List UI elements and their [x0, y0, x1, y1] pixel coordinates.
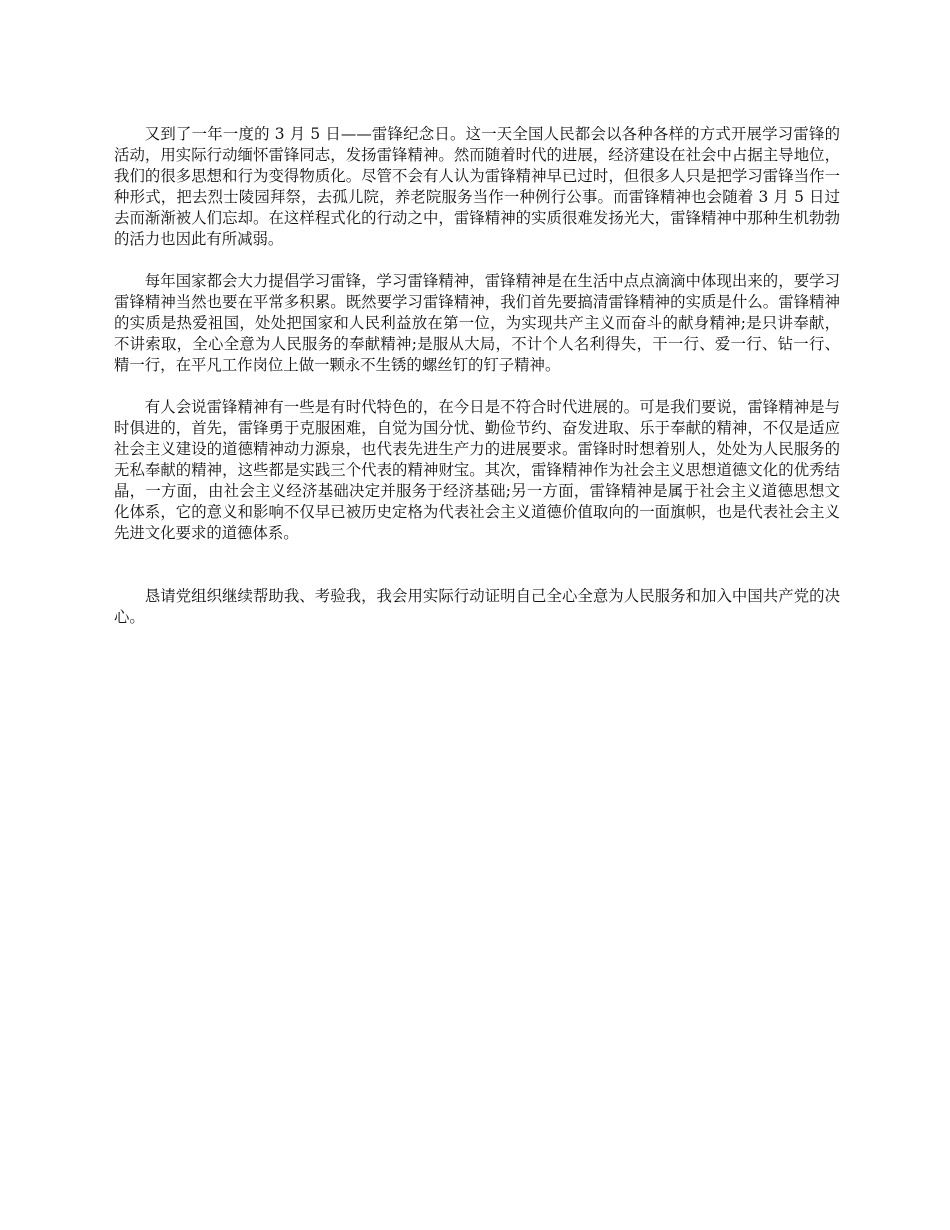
closing-paragraph: 恳请党组织继续帮助我、考验我，我会用实际行动证明自己全心全意为人民服务和加入中国共产党的决心。: [114, 587, 840, 626]
paragraph-3: 有人会说雷锋精神有一些是有时代特色的，在今日是不符合时代进展的。可是我们要说，雷锋精神是与时俱进的，首先，雷锋勇于克服困难，自觉为国分忧、勤俭节约、奋发进取、乐于奉献的精神，不仅是适应社会主义建设的道德精神动力源泉，也代表先进生产力的进展要求。雷锋时时想着别人，处处为人民服务的无私奉献的精神，这些都是实践三个代表的精神财宝。其次，雷锋精神作为社会主义思想道德文化的优秀结晶，一方面，由社会主义经济基础决定并服务于经济基础;另一方面，雷锋精神是属于社会主义道德思想文化体系，它的意义和影响不仅早已被历史定格为代表社会主义道德价值取向的一面旗帜，也是代表社会主义先进文化要求的道德体系。: [114, 398, 840, 542]
blank-line: [114, 565, 840, 586]
document-body: [114, 124, 840, 649]
paragraph-1: 又到了一年一度的 3 月 5 日——雷锋纪念日。这一天全国人民都会以各种各样的方式开展学习雷锋的活动，用实际行动缅怀雷锋同志，发扬雷锋精神。然而随着时代的进展，经济建设在社会中占据主导地位，我们的很多思想和行为变得物质化。尽管不会有人认为雷锋精神早已过时，但很多人只是把学习雷锋当作一种形式，把去烈士陵园拜祭，去孤儿院，养老院服务当作一种例行公事。而雷锋精神也会随着 3 月 5 日过去而渐渐被人们忘却。在这样程式化的行动之中，雷锋精神的实质很难发扬光大，雷锋精神中那种生机勃勃的活力也因此有所减弱。: [114, 125, 840, 248]
paragraph-2: 每年国家都会大力提倡学习雷锋，学习雷锋精神，雷锋精神是在生活中点点滴滴中体现出来的，要学习雷锋精神当然也要在平常多积累。既然要学习雷锋精神，我们首先要搞清雷锋精神的实质是什么。雷锋精神的实质是热爱祖国，处处把国家和人民利益放在第一位，为实现共产主义而奋斗的献身精神;是只讲奉献，不讲索取，全心全意为人民服务的奉献精神;是服从大局，不计个人名利得失，干一行、爱一行、钻一行、精一行，在平凡工作岗位上做一颗永不生锈的螺丝钉的钉子精神。: [114, 272, 840, 374]
